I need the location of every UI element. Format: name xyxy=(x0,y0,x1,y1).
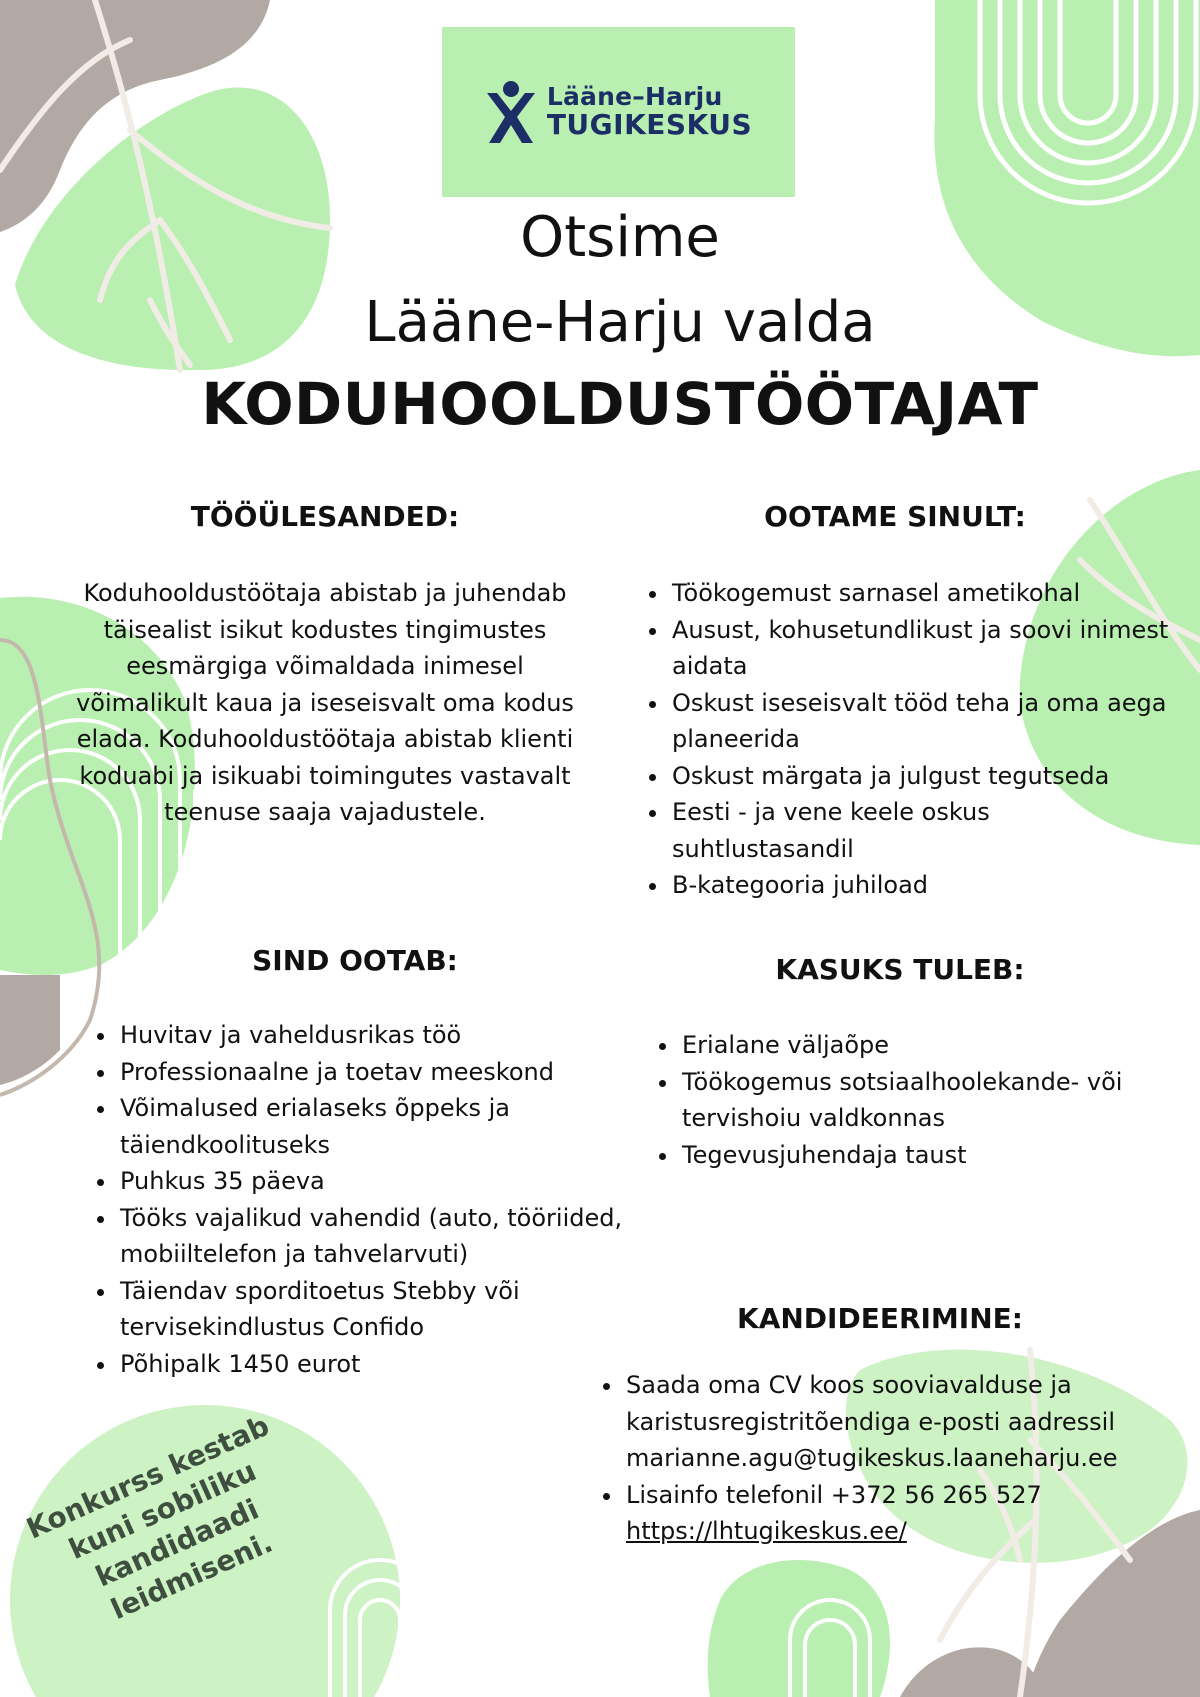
logo-banner xyxy=(442,27,795,197)
logo-name-line1: Lääne–Harju xyxy=(546,82,723,112)
list-item: • Saada oma CV koos sooviavalduse ja karistusregistritõendiga e-posti aadressil marianne.agu@tugikeskus.laaneharju.ee xyxy=(624,1367,1184,1477)
phone-info: Lisainfo telefonil +372 56 265 527 xyxy=(626,1480,1042,1509)
list-item: • Puhkus 35 päeva xyxy=(118,1163,673,1200)
list-item: • Täiendav sporditoetus Stebby või tervisekindlustus Confido xyxy=(118,1273,673,1346)
tasks-title: TÖÖÜLESANDED: xyxy=(190,500,460,533)
headline-job-title: KODUHOOLDUSTÖÖTAJAT xyxy=(201,370,1039,438)
website-link[interactable]: https://lhtugikeskus.ee/ xyxy=(626,1517,907,1545)
list-item: • Eesti - ja vene keele oskus suhtlustasandil xyxy=(670,794,1170,867)
headline-line1: Otsime xyxy=(520,205,720,270)
list-item: • Erialane väljaõpe xyxy=(680,1027,1200,1064)
offer-list xyxy=(82,1017,673,1382)
list-item: • Tööks vajalikud vahendid (auto, tööriided, mobiiltelefon ja tahvelarvuti) xyxy=(118,1200,673,1273)
tasks-text: Koduhooldustöötaja abistab ja juhendab täisealist isikut kodustes tingimustes eesmärgiga võimaldada inimesel võimalikult kaua ja iseseisvalt oma kodus elada. Koduhooldustöötaja abistab klienti koduabi ja isikuabi toimingutes vastavalt teenuse saaja vajadustele. xyxy=(76,579,574,826)
offer-title: SIND OOTAB: xyxy=(252,944,458,977)
advantage-list xyxy=(644,1027,1200,1173)
list-item: • Ausust, kohusetundlikust ja soovi inimest aidata xyxy=(670,612,1170,685)
headline-line2: Lääne-Harju valda xyxy=(364,290,876,355)
apply-title: KANDIDEERIMINE: xyxy=(737,1302,1023,1335)
list-item xyxy=(624,1477,1184,1550)
list-item: • Võimalused erialaseks õppeks ja täiendkoolituseks xyxy=(118,1090,673,1163)
list-item: • Oskust märgata ja julgust tegutseda xyxy=(670,758,1170,795)
logo-name-line2: TUGIKESKUS xyxy=(546,108,753,142)
list-item: • Huvitav ja vaheldusrikas töö xyxy=(118,1017,673,1054)
list-item: • Tegevusjuhendaja taust xyxy=(680,1137,1200,1174)
logo xyxy=(485,79,752,145)
advantage-title: KASUKS TULEB: xyxy=(775,953,1025,986)
person-figure-icon xyxy=(485,79,537,145)
contest-duration-badge: Konkurss kestab kuni sobiliku kandidaadi leidmiseni. xyxy=(21,1408,278,1627)
expect-list xyxy=(634,575,1170,904)
list-item: • Põhipalk 1450 eurot xyxy=(118,1346,673,1383)
list-item: • Töökogemust sarnasel ametikohal xyxy=(670,575,1170,612)
list-item: • Professionaalne ja toetav meeskond xyxy=(118,1054,673,1091)
expect-title: OOTAME SINULT: xyxy=(764,500,1026,533)
list-item: • B-kategooria juhiload xyxy=(670,867,1170,904)
apply-list xyxy=(588,1367,1184,1550)
list-item: • Oskust iseseisvalt tööd teha ja oma aega planeerida xyxy=(670,685,1170,758)
list-item: • Töökogemus sotsiaalhoolekande- või tervishoiu valdkonnas xyxy=(680,1064,1200,1137)
